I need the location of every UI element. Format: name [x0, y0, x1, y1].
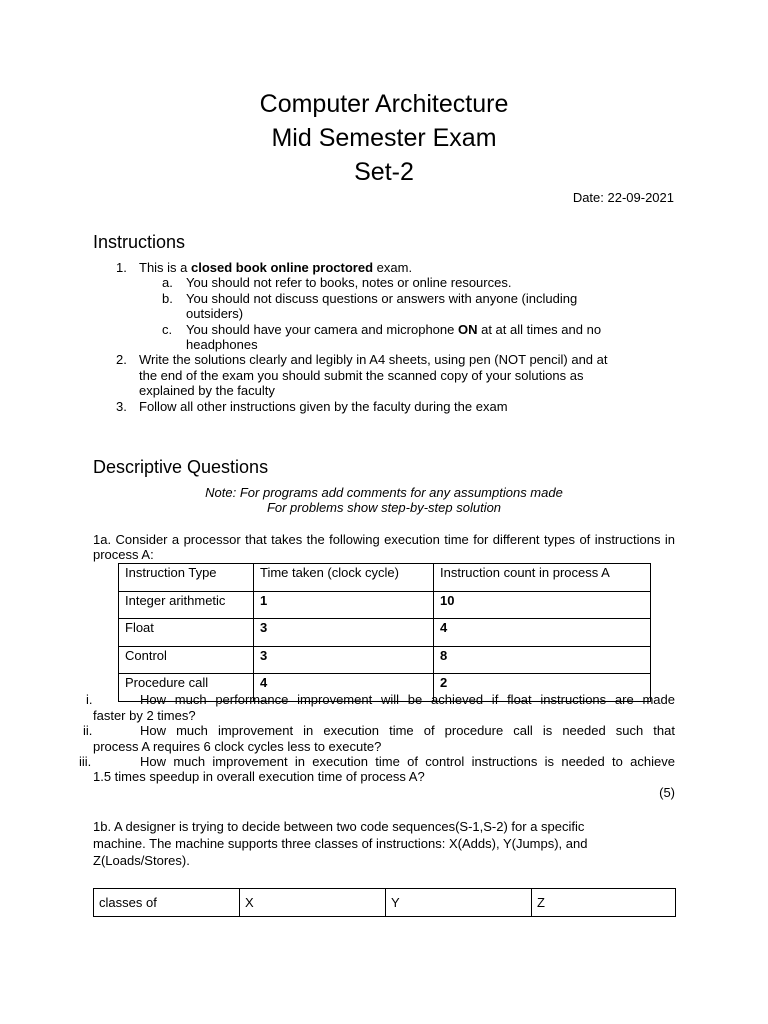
table-cell: 3: [254, 619, 434, 647]
instruction-1c-line2: headphones: [186, 337, 258, 352]
note-line-1: Note: For programs add comments for any assumptions made: [205, 485, 563, 500]
instruction-1c-line1: [186, 322, 601, 337]
instruction-1a: You should not refer to books, notes or online resources.: [186, 275, 512, 290]
note-line-2: For problems show step-by-step solution: [266, 500, 502, 515]
table-row: [119, 646, 651, 674]
instruction-1c-bold: ON: [457, 322, 478, 337]
question-1a-table: [118, 563, 651, 702]
exam-date: Date: 22-09-2021: [572, 190, 674, 205]
table-cell: Integer arithmetic: [119, 591, 254, 619]
table-cell: Procedure call: [119, 674, 254, 702]
table-row: [94, 889, 676, 917]
instruction-1-post: exam.: [373, 260, 413, 275]
descriptive-heading: Descriptive Questions: [93, 457, 269, 477]
subquestion-iii-line1: How much improvement in execution time of control instructions is needed to achieve: [140, 754, 675, 769]
instruction-1: [139, 260, 412, 275]
table-cell: Float: [119, 619, 254, 647]
instruction-2-number: 2.: [116, 352, 127, 367]
subquestion-ii-label: ii.: [83, 723, 93, 738]
instruction-1a-label: a.: [162, 275, 173, 290]
table-cell: Z: [532, 889, 676, 917]
table-cell: 3: [254, 646, 434, 674]
instruction-1c-pre: You should have your camera and microphone: [186, 322, 458, 337]
question-1a-text: 1a. Consider a processor that takes the following execution time for different types of instructions in process A:: [93, 532, 675, 562]
instruction-2-line3: explained by the faculty: [139, 383, 275, 398]
subquestion-i-line1: How much performance improvement will be achieved if float instructions are made: [140, 692, 675, 707]
instruction-1b-line1: You should not discuss questions or answers with anyone (including: [186, 291, 578, 306]
subquestion-iii-line2: 1.5 times speedup in overall execution time of process A?: [93, 769, 425, 784]
table-cell: 2: [434, 674, 651, 702]
subquestion-i-line2: faster by 2 times?: [93, 708, 196, 723]
instruction-3: Follow all other instructions given by the faculty during the exam: [139, 399, 508, 414]
table-cell: 4: [254, 674, 434, 702]
table-cell: X: [240, 889, 386, 917]
instruction-1-number: 1.: [116, 260, 127, 275]
table-header-cell: Instruction count in process A: [434, 564, 651, 592]
question-1b-table: [93, 888, 676, 917]
instruction-1-bold: closed book online proctored: [191, 260, 374, 275]
exam-title-set: Set-2: [354, 158, 414, 186]
table-cell: classes of: [94, 889, 240, 917]
instruction-1-pre: This is a: [139, 260, 192, 275]
subquestion-iii-label: iii.: [79, 754, 92, 769]
question-1b-line3: Z(Loads/Stores).: [93, 853, 190, 868]
instruction-1b-label: b.: [162, 291, 173, 306]
table-row: [119, 619, 651, 647]
exam-title-type: Mid Semester Exam: [271, 124, 497, 152]
instruction-3-number: 3.: [116, 399, 127, 414]
table-cell: 8: [434, 646, 651, 674]
table-cell: 1: [254, 591, 434, 619]
subquestion-ii-line2: process A requires 6 clock cycles less to execute?: [93, 739, 382, 754]
question-1b-line2: machine. The machine supports three classes of instructions: X(Adds), Y(Jumps), and: [93, 836, 588, 851]
subquestion-ii-line1: How much improvement in execution time of procedure call is needed such that: [140, 723, 675, 738]
table-cell: 10: [434, 591, 651, 619]
table-cell: Control: [119, 646, 254, 674]
exam-title-course: Computer Architecture: [259, 90, 509, 118]
subquestion-i-label: i.: [86, 692, 93, 707]
table-cell: Y: [386, 889, 532, 917]
instruction-2-line2: the end of the exam you should submit the scanned copy of your solutions as: [139, 368, 584, 383]
instruction-2-line1: Write the solutions clearly and legibly in A4 sheets, using pen (NOT pencil) and at: [139, 352, 608, 367]
instruction-1b-line2: outsiders): [186, 306, 244, 321]
instruction-1c-label: c.: [162, 322, 173, 337]
table-cell: 4: [434, 619, 651, 647]
table-header-cell: Time taken (clock cycle): [254, 564, 434, 592]
question-1a-marks: (5): [659, 785, 675, 800]
table-row: [119, 591, 651, 619]
table-header-cell: Instruction Type: [119, 564, 254, 592]
instruction-1c-post: at at all times and no: [477, 322, 602, 337]
instructions-heading: Instructions: [93, 232, 186, 252]
question-1b-line1: 1b. A designer is trying to decide between two code sequences(S-1,S-2) for a specific: [93, 819, 585, 834]
table-header-row: [119, 564, 651, 592]
